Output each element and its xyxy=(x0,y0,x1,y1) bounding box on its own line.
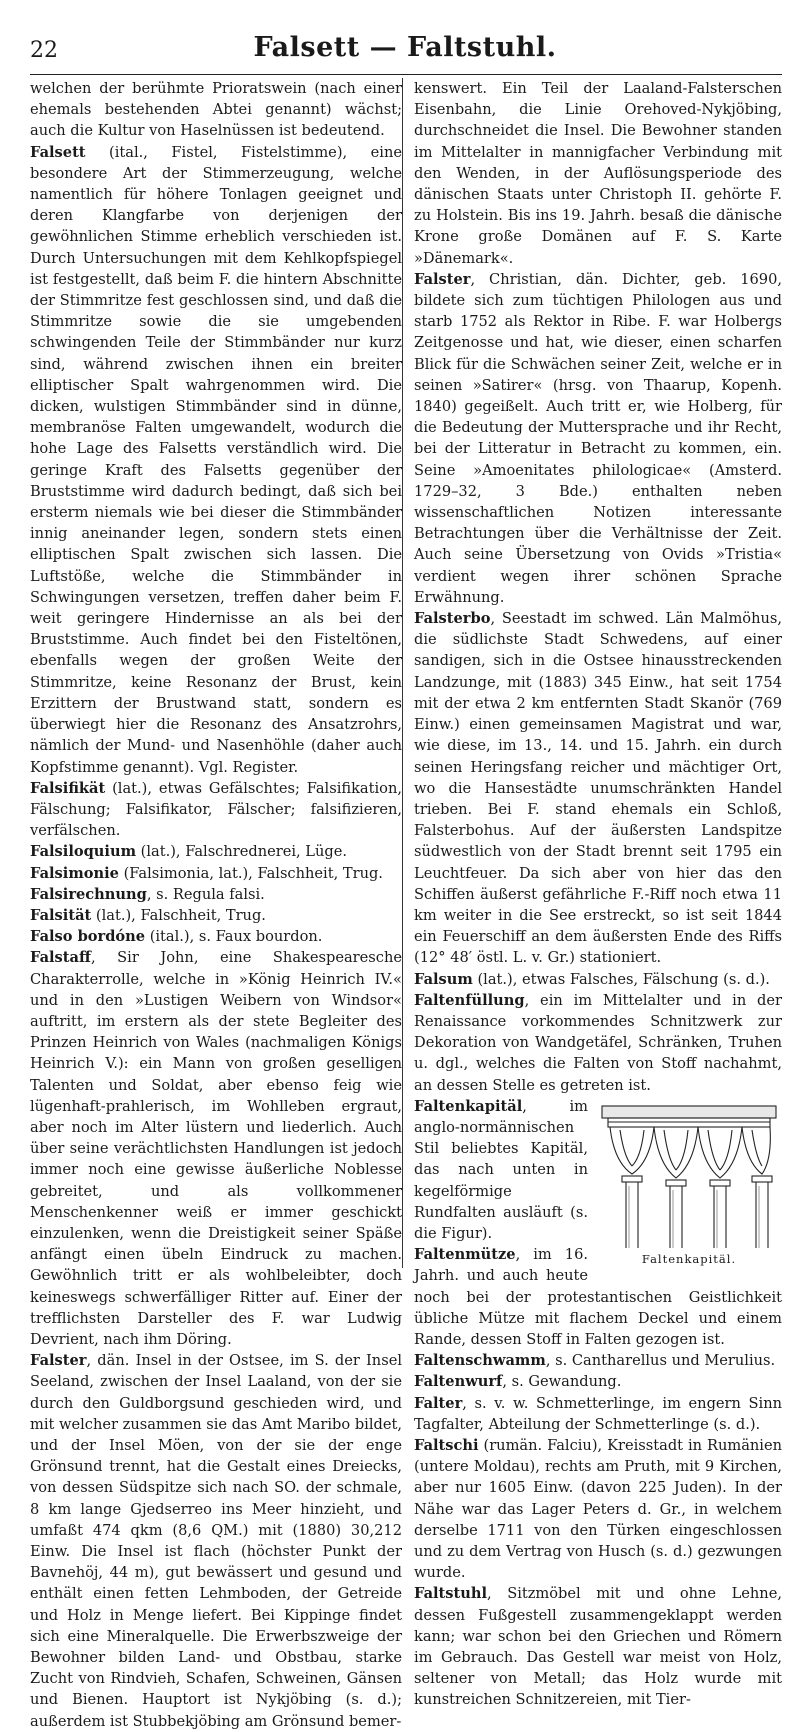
lemma: Falter xyxy=(414,1394,463,1412)
entry-falster-christian: Falster, Christian, dän. Dichter, geb. 1690, bildete sich zum tüchtigen Philologen aus und starb 1752 als Rektor in Ribe. F. war Holbergs Zeitgenosse und hat, wie dieser, einen scharfen Blick für die Schwächen seiner Zeit, welche er in seinen »Satirer« (hrsg. von Thaarup, Kopenh. 1840) gegeißelt. Auch tritt er, wie Holberg, für die Bedeutung der Muttersprache und ihr Recht, bei der Litteratur in Betracht zu kommen, ein. Seine »Amoenitates philologicae« (Amsterd. 1729–32, 3 Bde.) enthalten neben wissenschaftlichen Notizen interessante Betrachtungen über die Verhältnisse der Zeit. Auch seine Übersetzung von Ovids »Tristia« verdient wegen ihrer schönen Sprache Erwähnung. xyxy=(414,270,782,606)
capital-illustration xyxy=(596,1102,782,1252)
entry-falsirechnung: Falsirechnung, s. Regula falsi. xyxy=(30,885,265,903)
lemma: Faltstuhl xyxy=(414,1585,488,1603)
entry-continuation: welchen der berühmte Prioratswein (nach einer ehemals bestehenden Abtei genannt) wächst; auch die Kultur von Haselnüssen ist bedeutend. xyxy=(30,80,402,140)
entry-faltenkapitael: Faltenkapitäl, im anglo-normännischen Stil beliebtes Kapitäl, das nach unten in kegelförmige Rundfalten ausläuft (s. die Figur). xyxy=(414,1097,588,1242)
lemma: Faltenmütze xyxy=(414,1246,516,1264)
right-column xyxy=(414,78,782,1711)
lemma: Faltenschwamm xyxy=(414,1352,546,1370)
lemma: Falsität xyxy=(30,906,92,924)
entry-continuation: kenswert. Ein Teil der Laaland-Falsterschen Eisenbahn, die Linie Orehoved-Nykjöbing, durchschneidet die Insel. Die Bewohner standen im Mittelalter in mannigfacher Verbindung mit den Wenden, in der Auflösungsperiode des dänischen Staats unter Christoph II. gehörte F. zu Holstein. Bis ins 19. Jahrh. besaß die dänische Krone große Domänen auf F. S. Karte »Dänemark«. xyxy=(414,80,782,267)
entry-falsett: Falsett (ital., Fistel, Fistelstimme), eine besondere Art der Stimmerzeugung, welche namentlich für höhere Tonlagen geeignet und deren Klangfarbe von derjenigen der gewöhnlichen Stimme erheblich verschieden ist. Durch Untersuchungen mit dem Kehlkopfspiegel ist festgestellt, daß beim F. die hintern Abschnitte der Stimmritze fest geschlossen sind, und daß die Stimmritze sowie die sie umgebenden schwingenden Teile der Stimmbänder nur kurz sind, während zwischen ihnen ein breiter elliptischer Spalt wahrgenommen wird. Die dicken, wulstigen Stimmbänder sind in dünne, membranöse Falten umgewandelt, wodurch die hohe Lage des Falsetts verständlich wird. Die geringe Kraft des Falsetts gegenüber der Bruststimme wird dadurch bedingt, daß sich bei ersterm niemals wie bei dieser die Stimmbänder innig aneinander legen, sondern stets einen elliptischen Spalt zwischen sich lassen. Die Luftstöße, welche die Stimmbänder in Schwingungen versetzen, treffen daher beim F. weit geringere Hindernisse an als bei der Bruststimme. Auch findet bei den Fisteltönen, ebenfalls wegen der großen Weite der Stimmritze, keine Resonanz der Brust, kein Erzittern der Brustwand statt, sondern es überwiegt hier die Resonanz des Ansatzrohrs, nämlich der Mund- und Nasenhöhle (daher auch Kopfstimme genannt). Vgl. Register. xyxy=(30,143,402,776)
faltenkapitael-figure xyxy=(596,1102,782,1266)
lemma: Falsirechnung xyxy=(30,885,147,903)
page-number: 22 xyxy=(30,38,58,63)
entry-falso-bordone: Falso bordóne (ital.), s. Faux bourdon. xyxy=(30,928,323,946)
entry-faltenmuetze: Faltenmütze, im 16. Jahrh. und auch heute noch bei der protestantischen Geistlichkeit übliche Mütze mit flachem Deckel und einem Rande, dessen Stoff in Falten gezogen ist. xyxy=(414,1246,782,1348)
lemma: Falsum xyxy=(414,970,473,988)
lemma: Falso bordóne xyxy=(30,928,146,946)
entry-falsifikat: Falsifikät (lat.), etwas Gefälschtes; Falsifikation, Fälschung; Falsifikator, Fälscher; falsifizieren, verfälschen. xyxy=(30,779,402,840)
entry-faltenfullung: Faltenfüllung, ein im Mittelalter und in der Renaissance vorkommendes Schnitzwerk zur Dekoration von Wandgetäfel, Schränken, Truhen u. dgl., welches die Falten von Stoff nachahmt, an dessen Stelle es getreten ist. xyxy=(414,991,782,1094)
lemma: Falster xyxy=(414,270,471,288)
entry-faltstuhl: Faltstuhl, Sitzmöbel mit und ohne Lehne, dessen Fußgestell zusammengeklappt werden kann; war schon bei den Griechen und Römern im Gebrauch. Das Gestell war meist von Holz, seltener von Metall; das Holz wurde mit kunstreichen Schnitzereien, mit Tier- xyxy=(414,1585,782,1709)
lemma: Falsifikät xyxy=(30,779,106,797)
left-column xyxy=(30,78,402,1732)
entry-falsiloquium: Falsiloquium (lat.), Falschrednerei, Lüge. xyxy=(30,843,348,861)
lemma: Falstaff xyxy=(30,949,91,967)
running-title: Falsett — Faltstuhl. xyxy=(253,32,557,63)
column-divider xyxy=(402,78,403,1268)
entry-faltschi: Faltschi (rumän. Falciu), Kreisstadt in Rumänien (untere Moldau), rechts am Pruth, mit 9 Kirchen, aber nur 1605 Einw. (davon 225 Juden). In der Nähe war das Lager Peters d. Gr., in welchem derselbe 1711 von den Türken eingeschlossen und zu dem Vertrag von Husch (s. d.) gezwungen wurde. xyxy=(414,1437,782,1582)
lemma: Falsiloquium xyxy=(30,843,137,861)
entry-falster-island: Falster, dän. Insel in der Ostsee, im S. der Insel Seeland, zwischen der Insel Laaland, von der sie durch den Guldborgsund geschieden wird, und mit welcher zusammen sie das Amt Maribo bildet, und der Insel Möen, von der sie der enge Grönsund trennt, hat die Gestalt eines Dreiecks, von dessen Südspitze sich nach SO. der schmale, 8 km lange Gjedserreo ins Meer hinzieht, und umfaßt 474 qkm (8,6 QM.) mit (1880) 30,212 Einw. Die Insel ist flach (höchster Punkt der Bavnehöj, 44 m), gut bewässert und gesund und enthält einen fetten Lehmboden, der Getreide und Holz in Menge liefert. Bei Kippinge findet sich eine Mineralquelle. Die Erwerbszweige der Bewohner bilden Land- und Obstbau, starke Zucht von Rindvieh, Schafen, Schweinen, Gänsen und Bienen. Hauptort ist Nykjöbing (s. d.); außerdem ist Stubbekjöbing am Grönsund bemer- xyxy=(30,1352,402,1730)
lemma: Falsimonie xyxy=(30,864,119,882)
entry-falsimonie: Falsimonie (Falsimonia, lat.), Falschheit, Trug. xyxy=(30,864,383,882)
entry-faltenwurf: Faltenwurf, s. Gewandung. xyxy=(414,1373,622,1391)
entry-falsitat: Falsität (lat.), Falschheit, Trug. xyxy=(30,906,266,924)
header-rule xyxy=(30,74,782,75)
entry-falsterbo: Falsterbo, Seestadt im schwed. Län Malmöhus, die südlichste Stadt Schwedens, auf einer sandigen, sich in die Ostsee hinausstreckenden Landzunge, mit (1883) 345 Einw., hat seit 1754 mit der etwa 2 km entfernten Stadt Skanör (769 Einw.) einen gemeinsamen Magistrat und war, wie diese, im 13., 14. und 15. Jahrh. ein durch seinen Heringsfang reicher und mächtiger Ort, wo die Hansestädte unumschränkten Handel trieben. Bei F. stand ehemals ein Schloß, Falsterbohus. Auf der äußersten Landspitze südwestlich von der Stadt brennt seit 1795 ein Leuchtfeuer. Da sich aber von hier das den Schiffen äußerst gefährliche F.-Riff noch etwa 11 km weiter in die See erstreckt, so ist seit 1844 ein Feuerschiff an dem äußersten Ende des Riffs (12° 48′ östl. L. v. Gr.) stationiert. xyxy=(414,610,782,967)
lemma: Falsterbo xyxy=(414,610,491,628)
figure-caption: Faltenkapitäl. xyxy=(641,1251,737,1266)
page-header xyxy=(30,30,780,74)
lemma: Falsett xyxy=(30,143,86,161)
entry-falsum: Falsum (lat.), etwas Falsches, Fälschung (s. d.). xyxy=(414,970,770,988)
entry-faltenschwamm: Faltenschwamm, s. Cantharellus und Merulius. xyxy=(414,1352,776,1370)
lemma: Faltschi xyxy=(414,1437,479,1454)
lemma: Faltenfüllung xyxy=(414,991,525,1009)
lemma: Faltenwurf xyxy=(414,1373,503,1391)
entry-falter: Falter, s. v. w. Schmetterlinge, im engern Sinn Tagfalter, Abteilung der Schmetterlinge (s. d.). xyxy=(414,1394,782,1433)
lemma: Faltenkapitäl xyxy=(414,1097,523,1115)
entry-falstaff: Falstaff, Sir John, eine Shakespearesche Charakterrolle, welche in »König Heinrich IV.« und in den »Lustigen Weibern von Windsor« auftritt, im erstern als der stete Begleiter des Prinzen Heinrich von Wales (nachmaligen Königs Heinrich V.): ein Mann von großen geselligen Talenten und Soldat, aber ebenso feig wie lügenhaft-prahlerisch, im Wohlleben ergraut, aber noch im Alter lüstern und liederlich. Auch über seine verächtlichsten Handlungen ist jedoch immer noch eine gewisse äußerliche Noblesse gebreitet, und als vollkommener Menschenkenner weiß er immer geschickt einzulenken, wenn die Dreistigkeit seiner Späße anfängt einen übeln Eindruck zu machen. Gewöhnlich tritt er als wohlbeleibter, doch keineswegs schwerfälliger Ritter auf. Einer der trefflichsten Darsteller des F. war Ludwig Devrient, nach ihm Döring. xyxy=(30,949,402,1348)
lemma: Falster xyxy=(30,1352,87,1370)
